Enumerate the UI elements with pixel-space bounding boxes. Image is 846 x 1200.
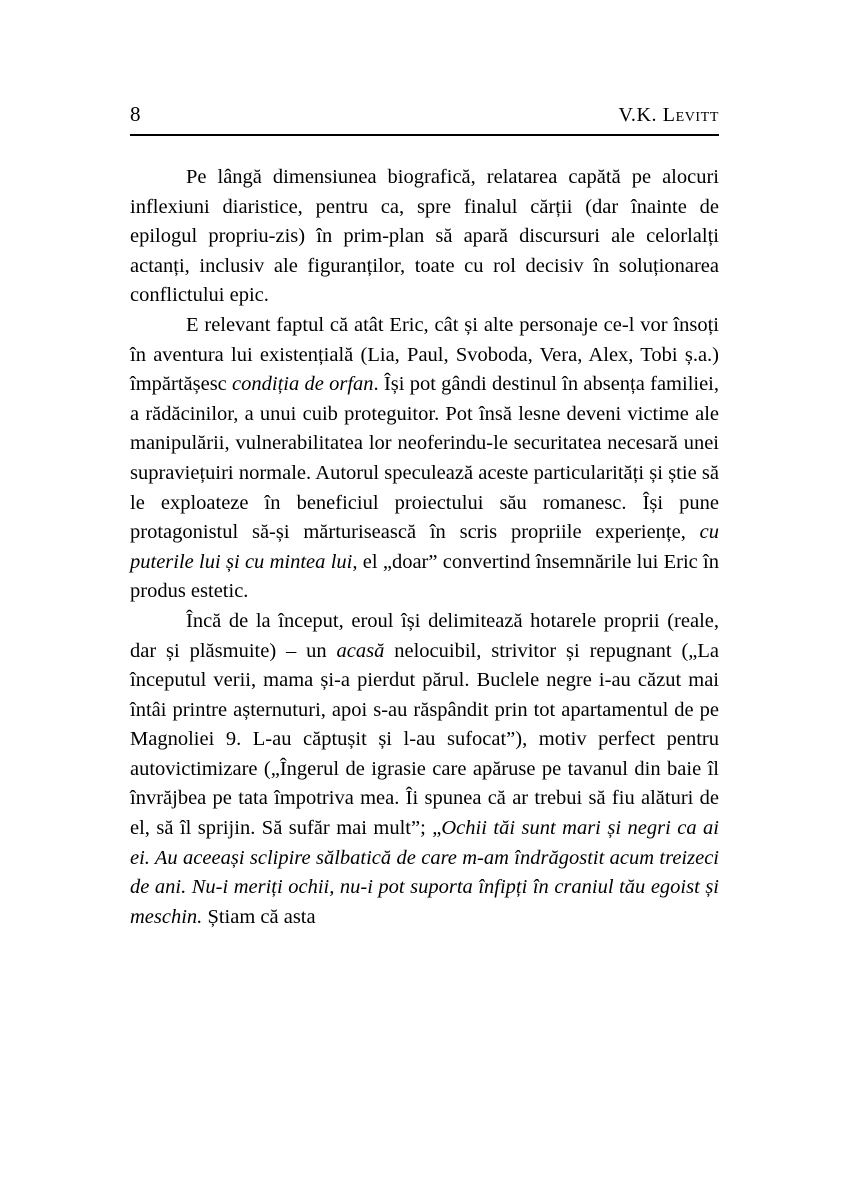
text-segment: . Își pot gândi destinul în absența familiei, a rădăcinilor, a unui cuib proteguitor. Pot însă lesne deveni victime ale manipulării, vulnerabilitatea lor neoferindu-le securitatea necesară unei supraviețuiri normale. Autorul speculează aceste particularități și știe să le exploateze în beneficiul proiectului său romanesc. Își pune protagonistul să-și mărturisească în scris propriile experiențe, <box>130 373 719 544</box>
running-head-author: V.K. Levitt <box>618 104 719 126</box>
paragraph <box>130 607 719 933</box>
body-text <box>130 163 719 932</box>
text-segment: Știam că asta <box>202 905 316 928</box>
text-segment: Pe lângă dimensiunea biografică, relatarea capătă pe alocuri inflexiuni diaristice, pentru ca, spre finalul cărții (dar înainte de epilogul propriu-zis) în prim-plan să apară discursuri ale celorlalți actanți, inclusiv ale figuranților, toate cu rol decisiv în soluționarea conflictului epic. <box>130 166 719 307</box>
page-number: 8 <box>130 102 141 126</box>
italic-text-segment: acasă <box>336 639 385 662</box>
paragraph <box>130 311 719 607</box>
header-rule <box>130 134 719 136</box>
page-header <box>130 102 719 127</box>
text-segment: E relevant faptul că atât Eric, cât și alte personaje ce-l vor însoți în aventura lui existențială (Lia, Paul, Svoboda, Vera, Alex, Tobi ș.a.) împărtășesc <box>130 313 719 396</box>
italic-text-segment: cu puterile lui și cu mintea lui <box>130 521 719 573</box>
italic-text-segment: condiția de orfan <box>232 373 374 396</box>
text-segment: nelocuibil, strivitor și repugnant („La începutul verii, mama și-a pierdut părul. Buclele negre i-au căzut mai întâi printre așternuturi, apoi s-au răspândit prin tot apartamentul de pe Magnoliei 9. L-au căptușit și l-au sufocat”), motiv perfect pentru autovictimizare („Îngerul de igrasie care apăruse pe tavanul din baie îl învrăjbea pe tata împotriva mea. Îi spunea că ar trebui să fiu alături de el, să îl sprijin. Să sufăr mai mult”; „ <box>130 639 719 840</box>
text-segment: , el „doar” convertind însemnările lui Eric în produs estetic. <box>130 550 719 603</box>
italic-text-segment: Ochii tăi sunt mari și negri ca ai ei. Au aceeași sclipire sălbatică de care m-am îndrăgostit acum treizeci de ani. Nu-i meriți ochii, nu-i pot suporta înfipți în craniul tău egoist și meschin. <box>130 817 719 928</box>
paragraph <box>130 163 719 311</box>
text-segment: Încă de la început, eroul își delimitează hotarele proprii (reale, dar și plăsmuite) – un <box>130 609 719 662</box>
